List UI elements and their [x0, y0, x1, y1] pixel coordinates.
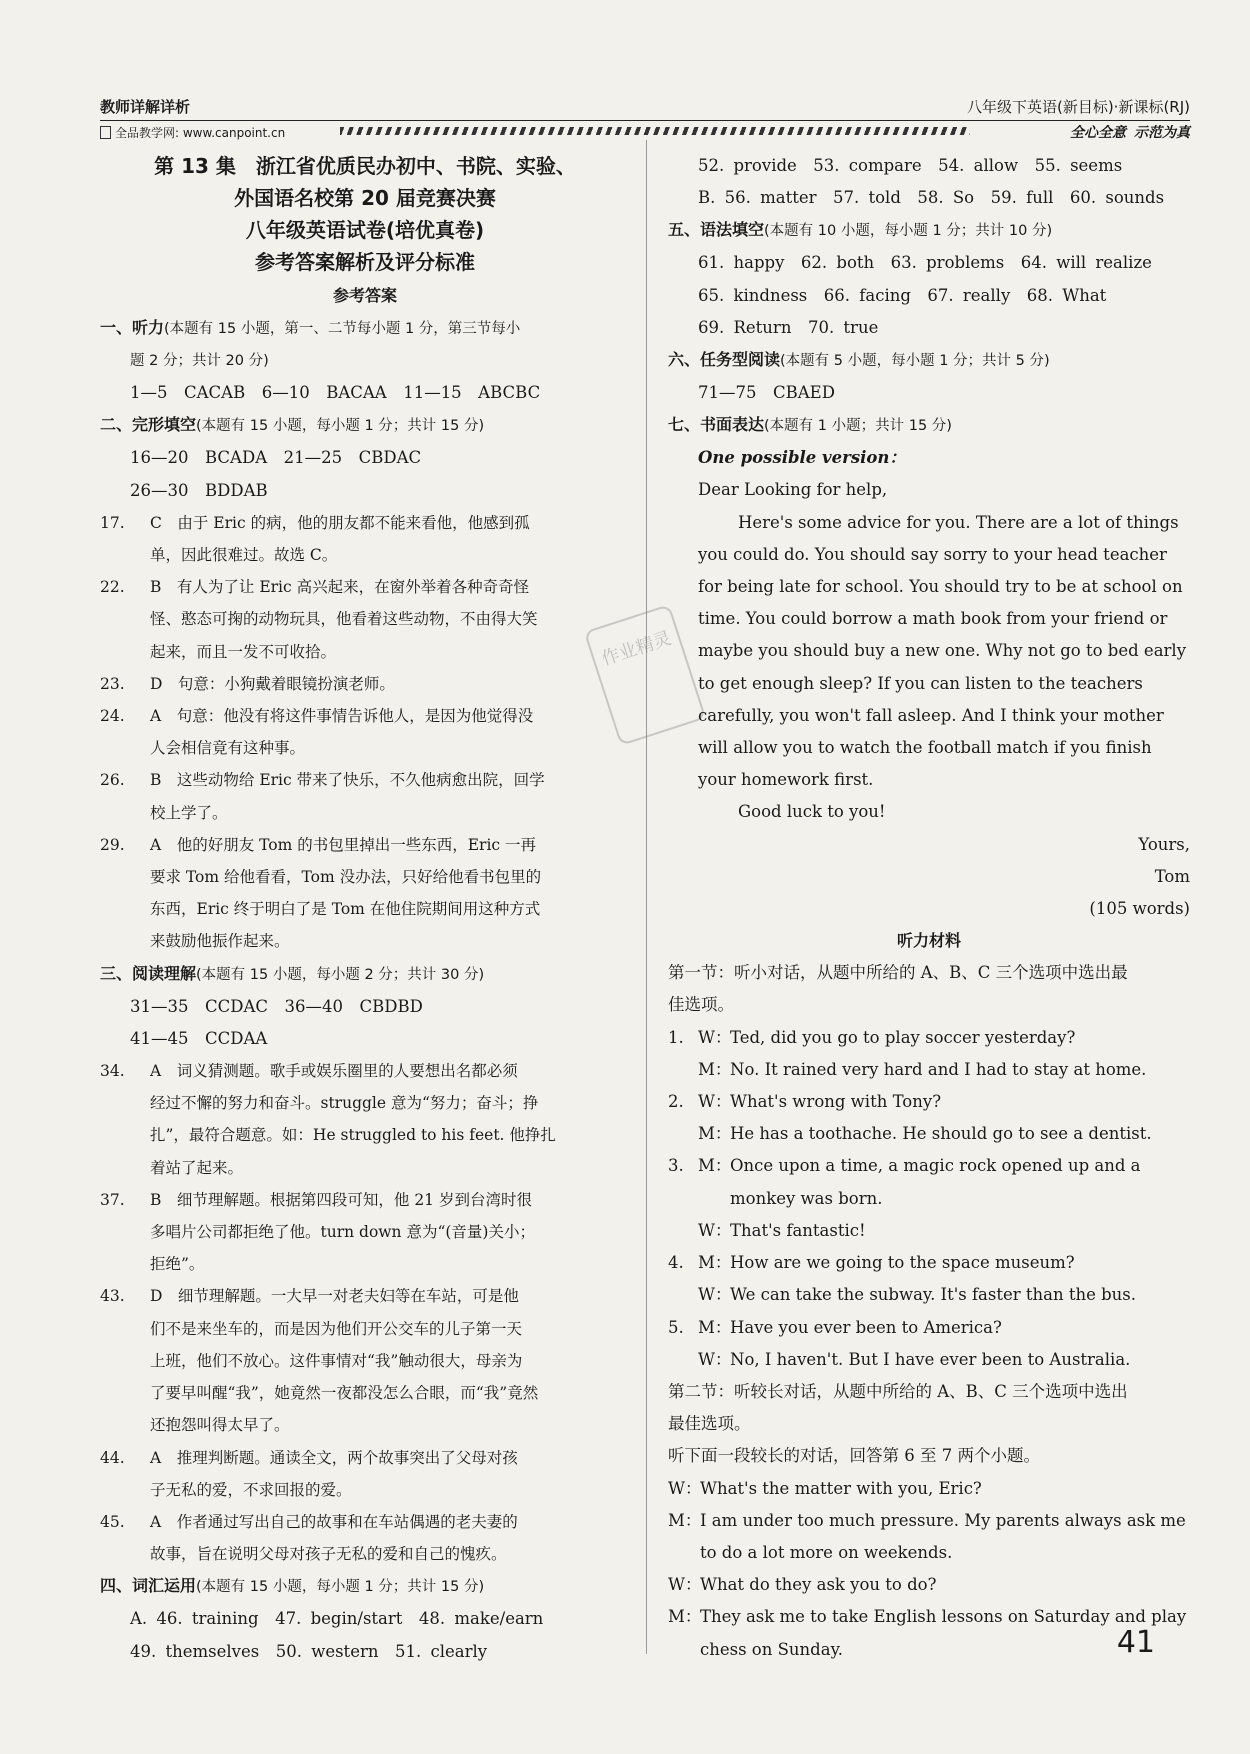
header-decor-bar [340, 127, 970, 135]
header-left: 教师详解详析 [100, 98, 191, 116]
note-44: 44. A 推理判断题。通读全文，两个故事突出了父母对孩 子无私的爱，不求回报的爱。 [100, 1448, 518, 1499]
right-column [668, 150, 1190, 1666]
section-reading: 三、阅读理解(本题有 15 小题，每小题 2 分；共计 30 分) [100, 963, 485, 983]
brand-2: 示范为真 [1134, 125, 1190, 141]
note-23: 23. D 句意：小狗戴着眼镜扮演老师。 [100, 674, 395, 693]
long-dialog-2: M：I am under too much pressure. My parents always ask me to do a lot more on weekends. [668, 1510, 1186, 1562]
dialog-5: 5. M：Have you ever been to America? [668, 1317, 1002, 1337]
column-divider [646, 140, 647, 1654]
answers-16-25: 16—20 BCADA 21—25 CBDAC [130, 448, 422, 468]
note-17: 17. C 由于 Eric 的病，他的朋友都不能来看他，他感到孤 单，因此很难过。故选 C。 [100, 513, 530, 565]
header-brand [1070, 122, 1190, 142]
answers-49-51: 49. themselves 50. western 51. clearly [130, 1641, 488, 1661]
header-right: 八年级下英语(新目标)·新课标(RJ) [966, 98, 1190, 116]
section-listening: 一、听力(本题有 15 小题，第一、二节每小题 1 分，第三节每小 [100, 318, 521, 337]
letter-salutation: Dear Looking for help, [698, 480, 888, 500]
dialog-3-reply: W：That's fantastic! [698, 1220, 866, 1240]
answers-52-55: 52. provide 53. compare 54. allow 55. seems [698, 156, 1123, 175]
note-24: 24. A 句意：他没有将这件事情告诉他人，是因为他觉得没 人会相信竟有这种事。 [100, 707, 534, 758]
dialog-2-reply: M：He has a toothache. He should go to see a dentist. [698, 1124, 1152, 1144]
note-43: 43. D 细节理解题。一大早一对老夫妇等在车站，可是他 们不是来坐车的，而是因为他们开公交车的儿子第一天 上班，他们不放心。这件事情对“我”触动很大，母亲为 了要早叫醒“我”，她竟然一夜都没怎么合眼，而“我”竟然 还抱怨叫得太早了。 [100, 1287, 539, 1435]
answers-1-15: 1—5 CACAB 6—10 BACAA 11—15 ABCBC [130, 383, 541, 403]
answers-65-68: 65. kindness 66. facing 67. really 68. What [698, 285, 1107, 305]
note-26: 26. B 这些动物给 Eric 带来了快乐，不久他病愈出院，回学 校上学了。 [100, 771, 545, 822]
answers-71-75: 71—75 CBAED [698, 383, 835, 403]
letter-closing: Yours, [1138, 834, 1190, 854]
brand-1: 全心全意 [1070, 125, 1126, 141]
long-dialog-3: W：What do they ask you to do? [668, 1575, 937, 1595]
left-column [100, 150, 630, 1668]
title-line-4: 参考答案解析及评分标准 [255, 250, 475, 274]
note-45: 45. A 作者通过写出自己的故事和在车站偶遇的老夫妻的 故事，旨在说明父母对孩子无私的爱和自己的愧疚。 [100, 1512, 518, 1564]
header-site [100, 124, 285, 141]
title-line-1: 第 13 集 浙江省优质民办初中、书院、实验、 [154, 154, 576, 178]
answers-41-45: 41—45 CCDAA [130, 1028, 268, 1048]
possible-version-label: One possible version： [698, 448, 906, 468]
answers-69-70: 69. Return 70. true [698, 317, 879, 337]
page-number: 41 [1116, 1625, 1155, 1660]
dialog-5-reply: W：No, I haven't. But I have ever been to Australia. [698, 1349, 1131, 1369]
part1-instruction: 第一节：听小对话，从题中所给的 A、B、C 三个选项中选出最 佳选项。 [668, 963, 1128, 1015]
section-writing: 七、书面表达(本题有 1 小题；共计 15 分) [668, 415, 952, 435]
watermark-stamp: 作业精灵 [584, 604, 707, 746]
title-line-2: 外国语名校第 20 届竞赛决赛 [234, 186, 496, 210]
note-29: 29. A 他的好朋友 Tom 的书包里掉出一些东西，Eric 一再 要求 Tom 给他看看，Tom 没办法，只好给他看书包里的 东西，Eric 终于明白了是 Tom 在他住院期间用这种方式 来鼓励他振作起来。 [100, 835, 542, 951]
part2-instruction: 第二节：听较长对话，从题中所给的 A、B、C 三个选项中选出 最佳选项。 听下面一段较长的对话，回答第 6 至 7 两个小题。 [668, 1381, 1128, 1466]
section-vocabulary: 四、词汇运用(本题有 15 小题，每小题 1 分；共计 15 分) [100, 1576, 485, 1596]
dialog-4-reply: W：We can take the subway. It's faster than the bus. [698, 1285, 1137, 1305]
site-text: 全品教学网: www.canpoint.cn [115, 126, 286, 140]
answers-26-30: 26—30 BDDAB [130, 480, 268, 500]
answers-31-40: 31—35 CCDAC 36—40 CBDBD [130, 996, 423, 1016]
listening-material-heading: 听力材料 [896, 931, 961, 951]
answers-46-48: A. 46. training 47. begin/start 48. make/earn [130, 1609, 544, 1629]
dialog-1-reply: M：No. It rained very hard and I had to stay at home. [698, 1059, 1147, 1079]
long-dialog-1: W：What's the matter with you, Eric? [668, 1478, 982, 1498]
note-22: 22. B 有人为了让 Eric 高兴起来，在窗外举着各种奇奇怪 怪、憨态可掬的动物玩具，他看着这些动物，不由得大笑 起来，而且一发不可收拾。 [100, 578, 538, 661]
note-34: 34. A 词义猜测题。歌手或娱乐圈里的人要想出名都必须 经过不懈的努力和奋斗。struggle 意为“努力；奋斗；挣 扎”，最符合题意。如：He struggled to his feet. 他挣扎 着站了起来。 [100, 1062, 556, 1177]
section-cloze: 二、完形填空(本题有 15 小题，每小题 1 分；共计 15 分) [100, 415, 485, 435]
section-grammar: 五、语法填空(本题有 10 小题，每小题 1 分；共计 10 分) [668, 220, 1053, 240]
header-rule [100, 120, 1190, 121]
long-dialog-4: M：They ask me to take English lessons on Saturday and play chess on Sunday. [668, 1607, 1187, 1659]
section-listening-note2: 题 2 分；共计 20 分) [130, 353, 269, 369]
answers-56-60: B. 56. matter 57. told 58. So 59. full 60. sounds [698, 188, 1165, 208]
answers-61-64: 61. happy 62. both 63. problems 64. will realize [698, 253, 1152, 273]
letter-body: Here's some advice for you. There are a lot of things you could do. You should say sorry to your head teacher for being late for school. You should try to be at school on time. You could borrow a math book from your friend or maybe you should buy a new one. Why not go to bed early to get enough sleep? If you can listen to the teachers carefully, you won't fall asleep. And I think your mother will allow you to watch the football match if you finish your homework first. Good luck to you! [698, 512, 1187, 822]
title-line-3: 八年级英语试卷(培优真卷) [245, 218, 485, 242]
dialog-4: 4. M：How are we going to the space museum? [668, 1253, 1075, 1273]
answers-heading: 参考答案 [332, 286, 397, 305]
dialog-1: 1. W：Ted, did you go to play soccer yesterday? [668, 1027, 1076, 1047]
title-block [100, 150, 630, 278]
word-count: (105 words) [1089, 899, 1190, 919]
dialog-3: 3. M：Once upon a time, a magic rock opened up and a monkey was born. [668, 1156, 1141, 1208]
section-task-reading: 六、任务型阅读(本题有 5 小题，每小题 1 分；共计 5 分) [668, 350, 1050, 370]
document-icon [100, 126, 111, 139]
dialog-2: 2. W：What's wrong with Tony? [668, 1092, 942, 1112]
note-37: 37. B 细节理解题。根据第四段可知，他 21 岁到台湾时很 多唱片公司都拒绝了他。turn down 意为“(音量)关小； 拒绝”。 [100, 1190, 535, 1274]
letter-signature: Tom [1154, 866, 1190, 886]
